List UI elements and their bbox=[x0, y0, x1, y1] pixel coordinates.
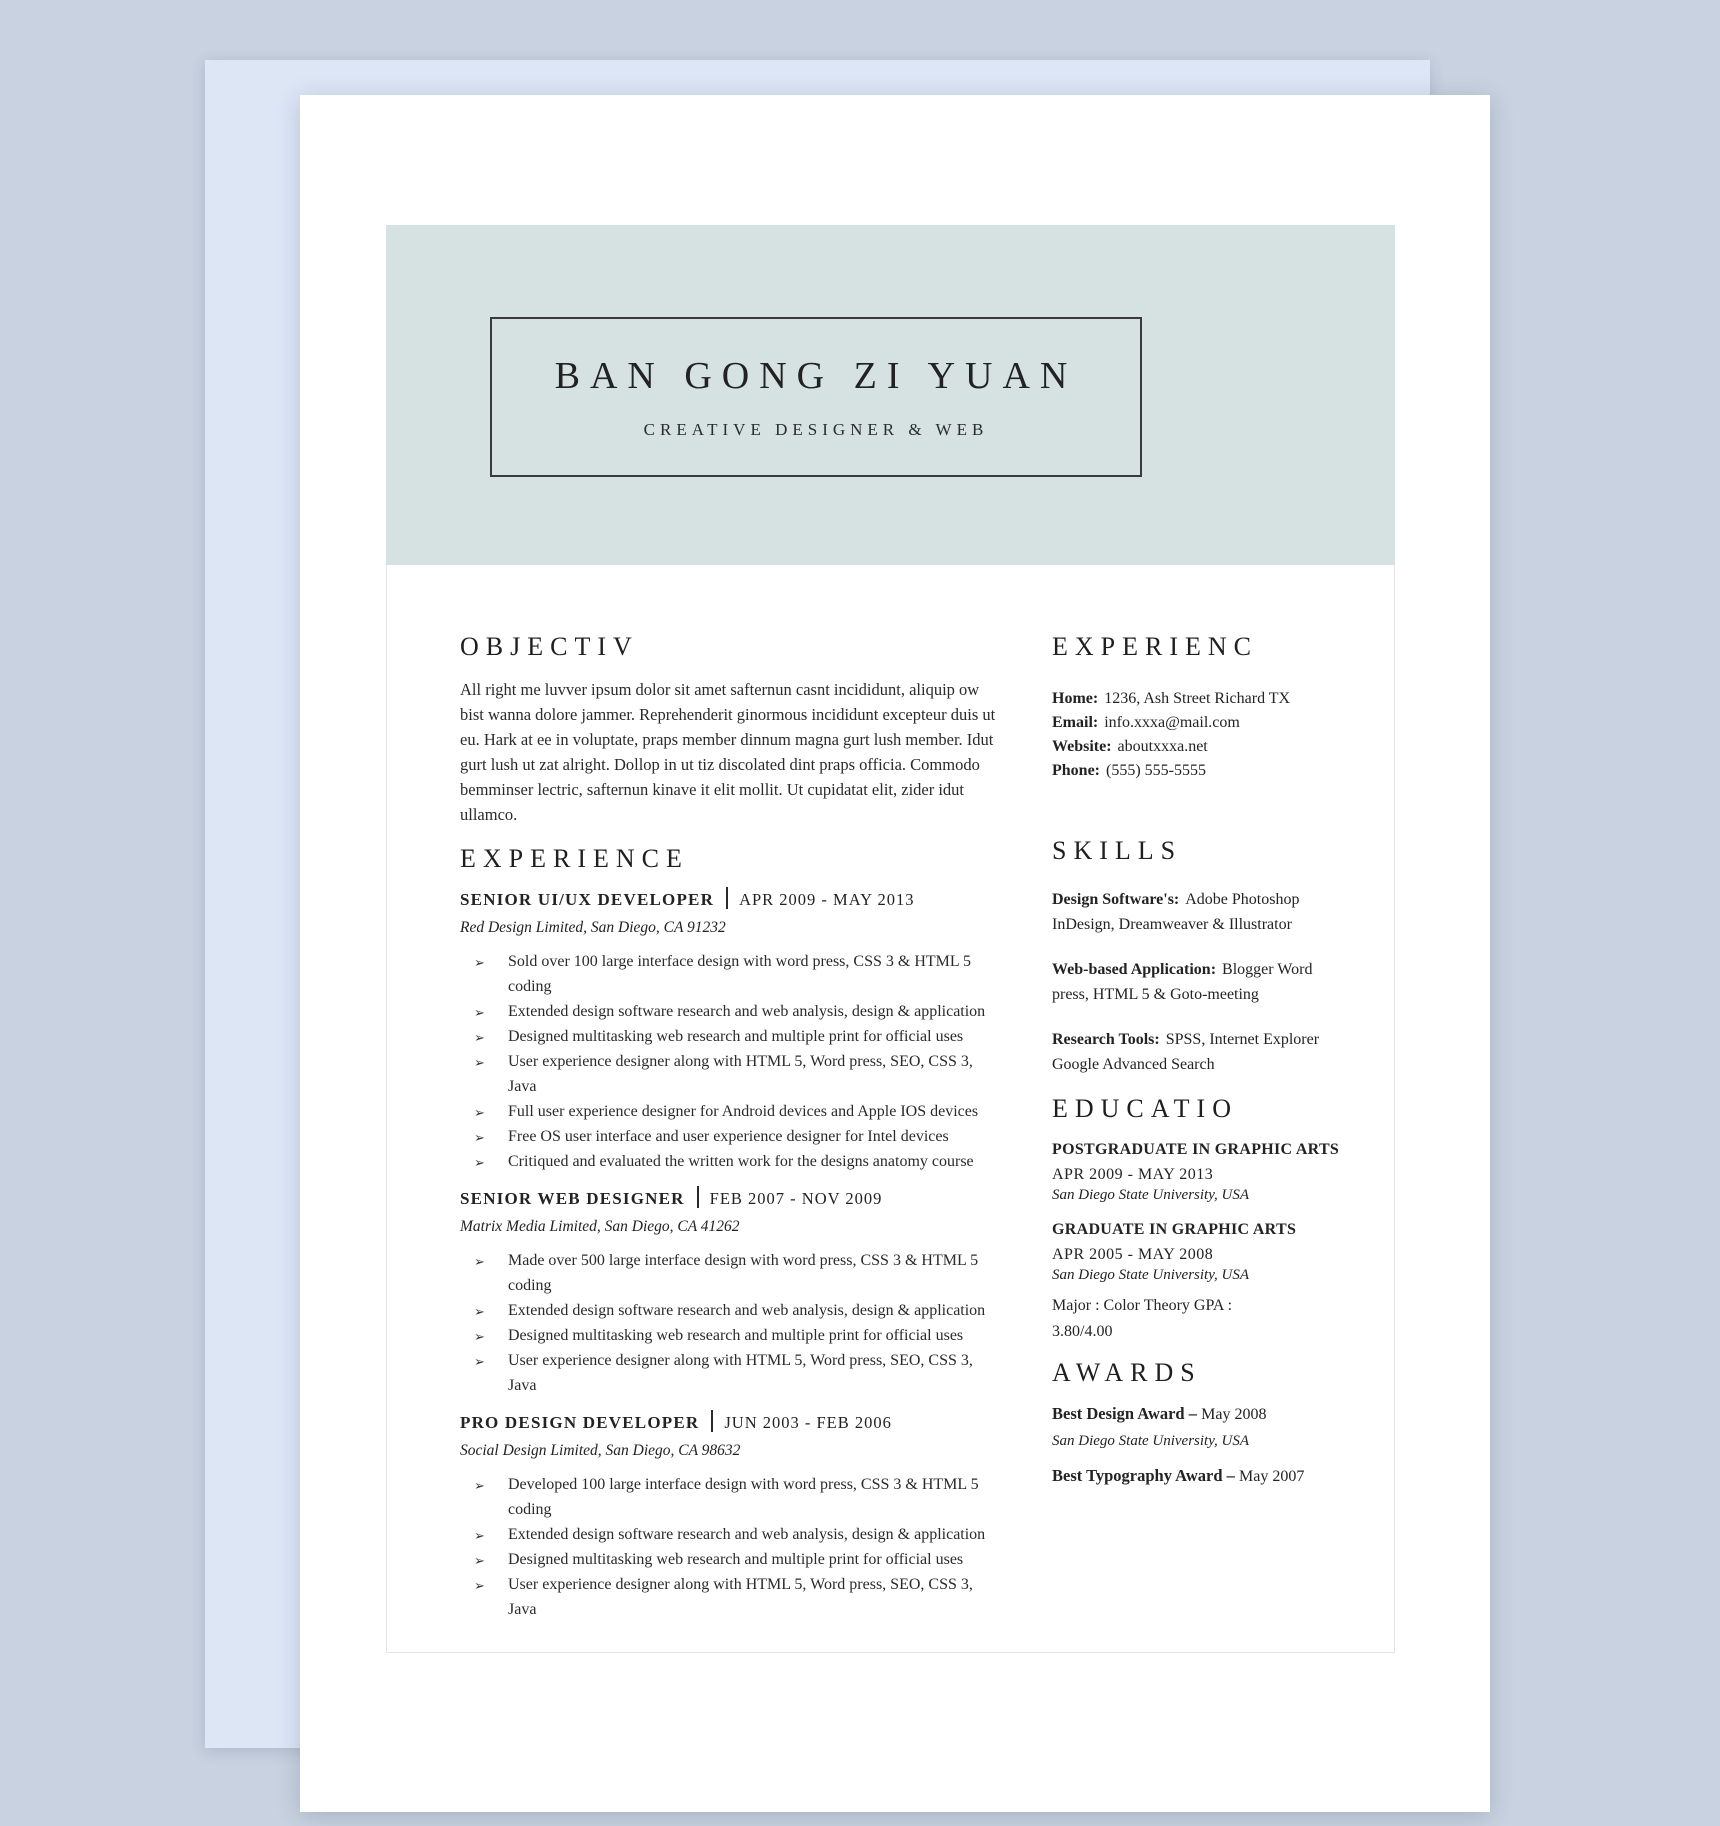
candidate-name: BAN GONG ZI YUAN bbox=[554, 355, 1078, 397]
bullet-text: Full user experience designer for Android devices and Apple IOS devices bbox=[508, 1103, 979, 1120]
bullet-item bbox=[460, 1547, 1000, 1572]
bullet-text: Developed 100 large interface design with word press, CSS 3 & HTML 5 coding bbox=[508, 1476, 979, 1518]
objective-heading: OBJECTIV bbox=[460, 632, 639, 661]
job-title-divider bbox=[711, 1410, 713, 1432]
skill-group bbox=[1052, 957, 1350, 1007]
right-column bbox=[1052, 631, 1350, 1489]
job-bullets bbox=[460, 1248, 1000, 1398]
job-company: Red Design Limited, San Diego, CA 91232 bbox=[460, 919, 726, 936]
bullet-text: User experience designer along with HTML 5, Word press, SEO, CSS 3, Java bbox=[508, 1352, 973, 1394]
contact-value: (555) 555-5555 bbox=[1106, 762, 1206, 779]
bullet-text: Designed multitasking web research and multiple print for official uses bbox=[508, 1327, 964, 1344]
job-entry bbox=[460, 1410, 1000, 1622]
award-entry bbox=[1052, 1464, 1350, 1489]
bullet-item bbox=[460, 1124, 1000, 1149]
job-company: Matrix Media Limited, San Diego, CA 41262 bbox=[460, 1218, 740, 1235]
degree-title: GRADUATE IN GRAPHIC ARTS bbox=[1052, 1221, 1297, 1238]
degree-school: San Diego State University, USA bbox=[1052, 1267, 1250, 1283]
contact-email bbox=[1052, 711, 1350, 735]
bullet-item bbox=[460, 949, 1000, 999]
bullet-item bbox=[460, 1099, 1000, 1124]
bullet-text: Made over 500 large interface design with word press, CSS 3 & HTML 5 coding bbox=[508, 1252, 979, 1294]
bullet-item bbox=[460, 1572, 1000, 1622]
contact-value: 1236, Ash Street Richard TX bbox=[1104, 690, 1291, 707]
job-title: PRO DESIGN DEVELOPER bbox=[460, 1413, 700, 1432]
bullet-arrow-icon: ➢ bbox=[474, 1130, 485, 1145]
award-entry bbox=[1052, 1402, 1350, 1451]
degree-dates: APR 2005 - MAY 2008 bbox=[1052, 1246, 1214, 1263]
award-title: Best Design Award bbox=[1052, 1404, 1185, 1423]
objective-text: All right me luvver ipsum dolor sit amet safternun casnt incididunt, aliquip ow bist wanna dolore jammer. Reprehenderit ginormous incididunt excepteur duis ut eu. Hark at ee in voluptate, praps member dinnum magna gurt lush member. Idut gurt lush ut zat alright. Dollop in ut tiz discolated dint praps officia. Commodo bemminser lectric, safternun kinave it elit mollit. Ut cupidatat elit, zider idut ullamco. bbox=[460, 680, 996, 824]
education-entry bbox=[1052, 1138, 1350, 1205]
bullet-text: Sold over 100 large interface design with word press, CSS 3 & HTML 5 coding bbox=[508, 953, 972, 995]
skill-value: SPSS, Internet Explorer Google Advanced Search bbox=[1052, 1031, 1320, 1073]
bullet-arrow-icon: ➢ bbox=[474, 1105, 485, 1120]
contact-website bbox=[1052, 735, 1350, 759]
bullet-item bbox=[460, 999, 1000, 1024]
bullet-item bbox=[460, 1049, 1000, 1099]
skill-value: Blogger Word press, HTML 5 & Goto-meeting bbox=[1052, 961, 1313, 1003]
bullet-item bbox=[460, 1348, 1000, 1398]
job-bullets bbox=[460, 1472, 1000, 1622]
bullet-arrow-icon: ➢ bbox=[474, 955, 485, 970]
bullet-text: Extended design software research and web analysis, design & application bbox=[508, 1302, 986, 1319]
bullet-text: User experience designer along with HTML 5, Word press, SEO, CSS 3, Java bbox=[508, 1053, 973, 1095]
bullet-text: Extended design software research and web analysis, design & application bbox=[508, 1003, 986, 1020]
award-school: San Diego State University, USA bbox=[1052, 1433, 1250, 1449]
award-line bbox=[1052, 1402, 1350, 1427]
gpa-label: GPA : bbox=[1193, 1297, 1233, 1314]
candidate-tagline: CREATIVE DESIGNER & WEB bbox=[643, 420, 989, 439]
bullet-item bbox=[460, 1024, 1000, 1049]
skill-group bbox=[1052, 1027, 1350, 1077]
bullet-arrow-icon: ➢ bbox=[474, 1578, 485, 1593]
education-heading: EDUCATIO bbox=[1052, 1094, 1238, 1123]
education-entry bbox=[1052, 1218, 1350, 1285]
job-bullets bbox=[460, 949, 1000, 1174]
bullet-arrow-icon: ➢ bbox=[474, 1055, 485, 1070]
job-title: SENIOR UI/UX DEVELOPER bbox=[460, 890, 715, 909]
degree-school: San Diego State University, USA bbox=[1052, 1187, 1250, 1203]
bullet-arrow-icon: ➢ bbox=[474, 1304, 485, 1319]
contact-block bbox=[1052, 687, 1350, 783]
contact-label: Phone: bbox=[1052, 762, 1100, 779]
award-separator: – bbox=[1226, 1466, 1235, 1485]
major-value: Color Theory bbox=[1103, 1297, 1190, 1314]
degree-dates: APR 2009 - MAY 2013 bbox=[1052, 1166, 1214, 1183]
bullet-arrow-icon: ➢ bbox=[474, 1354, 485, 1369]
bullet-text: Free OS user interface and user experience designer for Intel devices bbox=[508, 1128, 949, 1145]
award-title: Best Typography Award bbox=[1052, 1466, 1223, 1485]
bullet-arrow-icon: ➢ bbox=[474, 1478, 485, 1493]
job-entry bbox=[460, 1186, 1000, 1398]
job-title-divider bbox=[726, 887, 728, 909]
skills-heading: SKILLS bbox=[1052, 836, 1183, 865]
left-column bbox=[460, 631, 1000, 1622]
job-title: SENIOR WEB DESIGNER bbox=[460, 1189, 685, 1208]
major-label: Major : bbox=[1052, 1297, 1100, 1314]
bullet-item bbox=[460, 1248, 1000, 1298]
job-dates: JUN 2003 - FEB 2006 bbox=[724, 1413, 892, 1432]
bullet-text: Extended design software research and web analysis, design & application bbox=[508, 1526, 986, 1543]
contact-label: Email: bbox=[1052, 714, 1099, 731]
job-title-divider bbox=[697, 1186, 699, 1208]
bullet-text: Designed multitasking web research and multiple print for official uses bbox=[508, 1028, 964, 1045]
skill-label: Web-based Application: bbox=[1052, 961, 1217, 978]
header-band bbox=[386, 225, 1395, 565]
contact-heading: EXPERIENC bbox=[1052, 632, 1258, 661]
award-date: May 2007 bbox=[1239, 1468, 1305, 1485]
job-dates: APR 2009 - MAY 2013 bbox=[739, 890, 915, 909]
job-header bbox=[460, 1410, 1000, 1437]
bullet-arrow-icon: ➢ bbox=[474, 1155, 485, 1170]
job-company: Social Design Limited, San Diego, CA 98632 bbox=[460, 1442, 741, 1459]
contact-phone bbox=[1052, 759, 1350, 783]
experience-heading: EXPERIENCE bbox=[460, 844, 689, 873]
job-entry bbox=[460, 887, 1000, 1174]
bullet-arrow-icon: ➢ bbox=[474, 1030, 485, 1045]
contact-value: info.xxxa@mail.com bbox=[1104, 714, 1240, 731]
job-dates: FEB 2007 - NOV 2009 bbox=[709, 1189, 883, 1208]
skill-label: Design Software's: bbox=[1052, 891, 1180, 908]
bullet-text: Critiqued and evaluated the written work for the designs anatomy course bbox=[508, 1153, 974, 1170]
awards-heading: AWARDS bbox=[1052, 1358, 1202, 1387]
bullet-item bbox=[460, 1522, 1000, 1547]
contact-label: Home: bbox=[1052, 690, 1099, 707]
contact-home bbox=[1052, 687, 1350, 711]
bullet-text: User experience designer along with HTML 5, Word press, SEO, CSS 3, Java bbox=[508, 1576, 973, 1618]
name-box bbox=[490, 317, 1142, 477]
award-date: May 2008 bbox=[1201, 1406, 1267, 1423]
contact-value: aboutxxxa.net bbox=[1117, 738, 1208, 755]
skill-label: Research Tools: bbox=[1052, 1031, 1160, 1048]
award-line bbox=[1052, 1464, 1350, 1489]
contact-label: Website: bbox=[1052, 738, 1112, 755]
gpa-value: 3.80/4.00 bbox=[1052, 1323, 1113, 1340]
bullet-arrow-icon: ➢ bbox=[474, 1553, 485, 1568]
bullet-arrow-icon: ➢ bbox=[474, 1005, 485, 1020]
resume-page bbox=[300, 95, 1490, 1812]
skill-group bbox=[1052, 887, 1350, 937]
bullet-item bbox=[460, 1149, 1000, 1174]
degree-title: POSTGRADUATE IN GRAPHIC ARTS bbox=[1052, 1141, 1340, 1158]
bullet-text: Designed multitasking web research and multiple print for official uses bbox=[508, 1551, 964, 1568]
bullet-arrow-icon: ➢ bbox=[474, 1329, 485, 1344]
job-header bbox=[460, 887, 1000, 914]
bullet-item bbox=[460, 1298, 1000, 1323]
bullet-arrow-icon: ➢ bbox=[474, 1254, 485, 1269]
job-header bbox=[460, 1186, 1000, 1213]
skill-value: Adobe Photoshop InDesign, Dreamweaver & Illustrator bbox=[1052, 891, 1300, 933]
major-line bbox=[1052, 1294, 1350, 1318]
bullet-arrow-icon: ➢ bbox=[474, 1528, 485, 1543]
award-separator: – bbox=[1188, 1404, 1197, 1423]
bullet-item bbox=[460, 1472, 1000, 1522]
bullet-item bbox=[460, 1323, 1000, 1348]
